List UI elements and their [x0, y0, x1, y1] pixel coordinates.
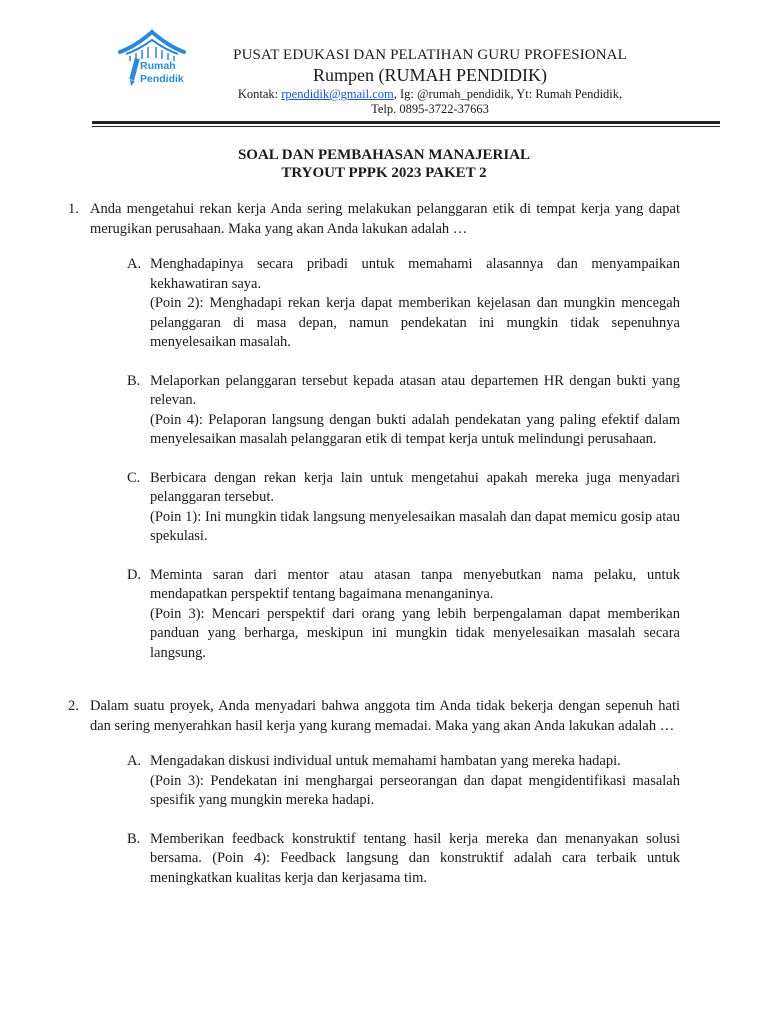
option-b — [126, 372, 680, 450]
option-letter: C. — [127, 469, 141, 486]
question-text: Dalam suatu proyek, Anda menyadari bahwa anggota tim Anda tidak bekerja dengan sepenuh hati dan sering menyerahkan hasil kerja yang kurang memadai. Maka yang akan Anda lakukan adalah … — [90, 698, 680, 734]
contact-phone: Telp. 0895-3722-37663 — [371, 102, 489, 116]
option-letter: B. — [127, 830, 141, 847]
letterhead — [0, 0, 768, 122]
option-text: Menghadapinya secara pribadi untuk memahami alasannya dan menyampaikan kekhawatiran saya. — [150, 256, 680, 292]
option-b — [126, 830, 680, 889]
option-text: Mengadakan diskusi individual untuk memahami hambatan yang mereka hadapi. — [150, 753, 621, 769]
option-text: Berbicara dengan rekan kerja lain untuk mengetahui apakah mereka juga menyadari pelanggaran tersebut. — [150, 469, 680, 505]
contact-prefix: Kontak: — [237, 87, 282, 101]
option-explanation: (Poin 3): Pendekatan ini menghargai perseorangan dan dapat mengidentifikasi masalah spesifik yang mungkin mereka hadapi. — [150, 772, 680, 808]
question-number: 1. — [68, 201, 79, 217]
logo-wordmark-line2: Pendidik — [140, 73, 184, 85]
document-title — [0, 146, 768, 182]
header-rule-thin — [92, 126, 720, 127]
question-1 — [64, 200, 680, 663]
org-name: PUSAT EDUKASI DAN PELATIHAN GURU PROFESIONAL — [233, 47, 627, 63]
option-letter: A. — [127, 256, 142, 272]
org-title: Rumpen (RUMAH PENDIDIK) — [313, 65, 547, 85]
logo-wordmark-line1: Rumah — [140, 60, 176, 72]
option-text: Melaporkan pelanggaran tersebut kepada atasan atau departemen HR dengan bukti yang relevan. — [150, 372, 680, 408]
logo-wordmark — [140, 60, 184, 86]
contact-line — [210, 87, 650, 102]
option-list — [90, 255, 680, 663]
question-2 — [64, 697, 680, 888]
option-letter: B. — [127, 372, 141, 389]
option-text: Meminta saran dari mentor atau atasan tanpa menyebutkan nama pelaku, untuk mendapatkan perspektif tentang bagaimana menanganinya. — [150, 566, 680, 602]
title-line2: TRYOUT PPPK 2023 PAKET 2 — [281, 165, 487, 181]
option-d — [126, 566, 680, 664]
option-explanation: (Poin 3): Mencari perspektif dari orang yang lebih berpengalaman dapat memberikan panduan yang berharga, meskipun ini mungkin tidak menyelesaikan masalah secara langsung. — [150, 605, 680, 661]
option-letter: A. — [127, 753, 142, 769]
question-text: Anda mengetahui rekan kerja Anda sering melakukan pelanggaran etik di tempat kerja yang dapat merugikan perusahaan. Maka yang akan Anda lakukan adalah … — [90, 201, 680, 237]
question-number: 2. — [68, 698, 79, 714]
option-a — [126, 255, 680, 353]
contact-email-link[interactable]: rpendidik@gmail.com — [281, 87, 394, 101]
option-explanation: (Poin 2): Menghadapi rekan kerja dapat memberikan kejelasan dan mungkin mencegah pelanggaran di masa depan, namun pendekatan ini mungkin tidak sepenuhnya menyelesaikan masalah. — [150, 295, 680, 350]
questions-content — [64, 200, 680, 907]
header-rule-thick — [92, 121, 720, 124]
option-list — [90, 752, 680, 888]
option-explanation: (Poin 1): Ini mungkin tidak langsung menyelesaikan masalah dan dapat memicu gosip atau spekulasi. — [150, 508, 680, 544]
option-a — [126, 752, 680, 811]
option-text: Memberikan feedback konstruktif tentang hasil kerja mereka dan menanyakan solusi bersama. (Poin 4): Feedback langsung dan konstruktif adalah cara terbaik untuk meningkatkan kualitas kerja dan kerjasama tim. — [150, 830, 680, 886]
option-explanation: (Poin 4): Pelaporan langsung dengan bukti adalah pendekatan yang paling efektif dalam menyelesaikan masalah pelanggaran etik di tempat kerja untuk melindungi perusahaan. — [150, 411, 680, 447]
option-c — [126, 469, 680, 547]
option-letter: D. — [127, 566, 142, 583]
organization-info — [210, 46, 650, 117]
contact-rest: , Ig: @rumah_pendidik, Yt: Rumah Pendidik, — [393, 87, 623, 101]
title-line1: SOAL DAN PEMBAHASAN MANAJERIAL — [237, 147, 531, 163]
